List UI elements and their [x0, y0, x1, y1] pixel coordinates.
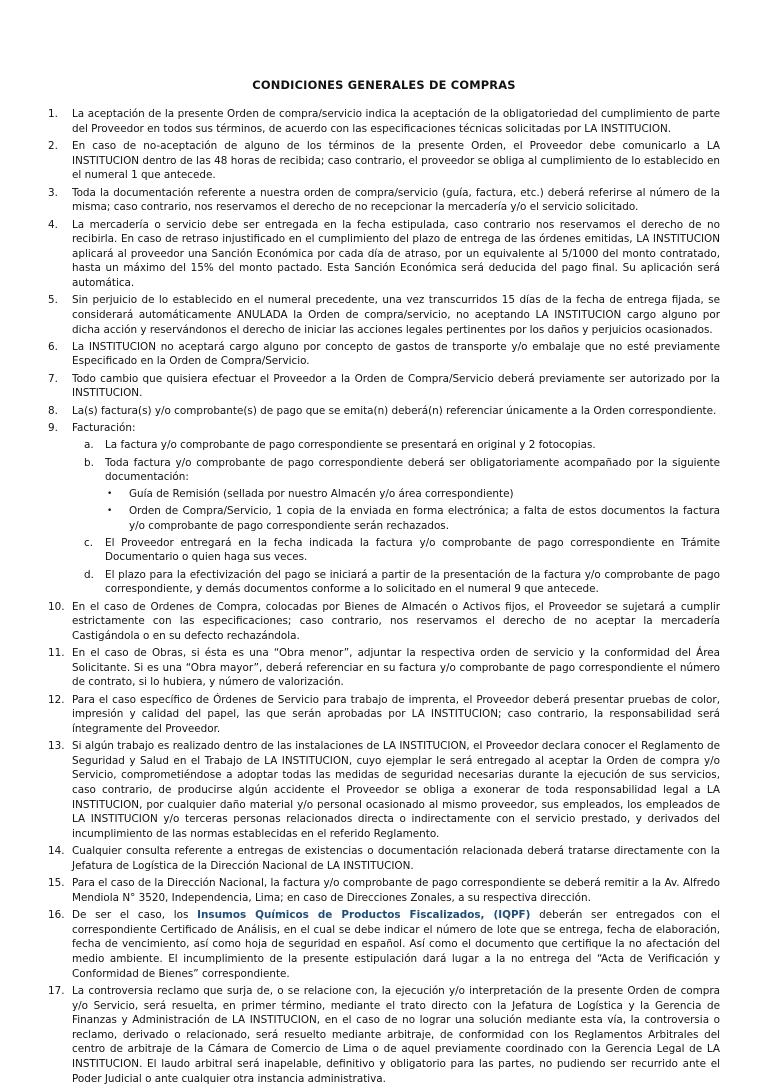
condition-item [48, 693, 720, 737]
bullet-text: Guía de Remisión (sellada por nuestro Almacén y/o área correspondiente) [129, 487, 514, 500]
item-text: En el caso de Ordenes de Compra, colocadas por Bienes de Almacén o Activos fijos, el Proveedor se sujetará a cumplir estrictamente con las especificaciones; caso contrario, nos reservamos el derecho de no aceptar la mercadería Castigándola o en su defecto rechazándola. [72, 600, 720, 642]
item-number: 11. [48, 647, 65, 660]
condition-item [48, 404, 720, 419]
sub-item-text: El Proveedor entregará en la fecha indicada la factura y/o comprobante de pago correspondiente en Trámite Documentario o quien haga sus veces. [105, 536, 720, 564]
sub-item-text: El plazo para la efectivización del pago se iniciará a partir de la presentación de la factura y/o comprobante de pago correspondiente, y demás documentos conforme a lo solicitado en el numeral 9 que antecede. [105, 568, 720, 596]
condition-item [48, 218, 720, 291]
condition-item [48, 107, 720, 136]
sub-item-text: Toda factura y/o comprobante de pago correspondiente deberá ser obligatoriamente acompañado por la siguiente documentación: [105, 456, 720, 484]
condition-item [48, 739, 720, 841]
sub-item-letter: b. [84, 456, 94, 469]
sub-item-b [72, 456, 720, 534]
item-text: La INSTITUCION no aceptará cargo alguno por concepto de gastos de transporte y/o embalaje que no esté previamente Especificado en la Orden de Compra/Servicio. [72, 340, 720, 368]
item-number: 3. [48, 186, 58, 199]
item-text-pre: De ser el caso, los [72, 909, 198, 922]
bullet-icon: • [107, 488, 113, 499]
conditions-list [48, 107, 721, 1089]
item-text: Facturación: [72, 422, 136, 435]
condition-item-iqpf [48, 908, 721, 981]
sub-item-letter: d. [84, 568, 94, 581]
item-text: La(s) factura(s) y/o comprobante(s) de pago que se emita(n) deberá(n) referenciar únicamente a la Orden correspondiente. [72, 404, 717, 417]
bullet-item [107, 504, 720, 533]
item-text: Si algún trabajo es realizado dentro de las instalaciones de LA INSTITUCION, el Proveedor declara conocer el Reglamento de Seguridad y Salud en el Trabajo de LA INSTITUCION, cuyo ejemplar le será entregado al aceptar la Orden de compra y/o Servicio, comprometiéndose a adoptar todas las medidas de seguridad necesarias durante la ejecución de sus servicios, caso contrario, de producirse algún accidente el Proveedor se obliga a exonerar de toda responsabilidad legal a LA INSTITUCION, por cualquier daño material y/o personal ocasionado al mismo proveedor, sus empleados, los empleados de LA INSTITUCION y/o terceras personas relacionados directa o indirectamente con el servicio prestado, y derivados del incumplimiento de las normas establecidas en el referido Reglamento. [72, 740, 720, 840]
item-number: 5. [48, 294, 58, 307]
item-number: 4. [48, 218, 58, 231]
item-text: La aceptación de la presente Orden de compra/servicio indica la aceptación de la obligatoriedad del cumplimiento de parte del Proveedor en todos sus términos, de acuerdo con las especificaciones técnicas solicitadas por LA INSTITUCION. [72, 108, 720, 135]
sub-item-a [72, 438, 720, 453]
item-number: 12. [48, 693, 65, 706]
item-number: 14. [48, 845, 65, 858]
item-text: La controversia reclamo que surja de, o se relacione con, la ejecución y/o interpretación de la presente Orden de compra y/o Servicio, será resuelta, en primer término, mediante el trato directo con la Jefatura de Logística y la Gerencia de Finanzas y Administración de LA INSTITUCION, en el caso de no lograr una solución mediante esta vía, la controversia o reclamo, derivado o relacionado, será resuelto mediante arbitraje, de conformidad con los Reglamentos Arbitrales del centro de arbitraje de la Cámara de Comercio de Lima o de aquel previamente coordinado con la Gerencia Legal de LA INSTITUCION. El laudo arbitral será inapelable, definitivo y obligatorio para las partes, no pudiendo ser recurrido ante el Poder Judicial o ante cualquier otra instancia administrativa. [72, 984, 720, 1085]
item-text: Cualquier consulta referente a entregas de existencias o documentación relacionada deberá tratarse directamente con la Jefatura de Logística de la Dirección Nacional de LA INSTITUCION. [72, 845, 720, 872]
condition-item [48, 186, 720, 215]
iqpf-highlight: Insumos Químicos de Productos Fiscalizados, (IQPF) [197, 909, 531, 922]
condition-item [48, 600, 720, 644]
item-number: 16. [48, 909, 65, 922]
item-text: Para el caso de la Dirección Nacional, la factura y/o comprobante de pago correspondiente se deberá remitir a la Av. Alfredo Mendiola N° 3520, Independencia, Lima; en caso de Direcciones Zonales, a su respectiva dirección. [72, 877, 720, 904]
item-number: 17. [48, 984, 65, 997]
bullet-item [107, 487, 720, 502]
item-text: Para el caso específico de Órdenes de Servicio para trabajo de imprenta, el Proveedor deberá presentar pruebas de color, impresión y calidad del papel, las que serán aprobadas por LA INSTITUCION; caso contrario, la responsabilidad será íntegramente del Proveedor. [72, 693, 720, 735]
condition-item [48, 139, 720, 183]
condition-item [48, 984, 720, 1086]
condition-item [48, 876, 720, 905]
document-title: CONDICIONES GENERALES DE COMPRAS [252, 78, 516, 92]
condition-item [48, 646, 720, 690]
item-number: 9. [48, 422, 58, 435]
item-number: 8. [48, 404, 58, 417]
item-number: 6. [48, 340, 58, 353]
sub-item-text: La factura y/o comprobante de pago correspondiente se presentará en original y 2 fotocopias. [105, 439, 596, 452]
item-number: 10. [48, 600, 65, 613]
item-number: 13. [48, 740, 65, 753]
sub-item-letter: a. [84, 439, 94, 452]
item-text: Todo cambio que quisiera efectuar el Proveedor a la Orden de Compra/Servicio deberá previamente ser autorizado por la INSTITUCION. [72, 372, 720, 400]
item-text: La mercadería o servicio debe ser entregada en la fecha estipulada, caso contrario nos reservamos el derecho de no recibirla. En caso de retraso injustificado en el cumplimiento del plazo de entrega de las órdenes emitidas, LA INSTITUCION aplicará al proveedor una Sanción Económica por cada día de atraso, por un equivalente al 5/1000 del monto contratado, hasta un máximo del 15% del monto pactado. Esta Sanción Económica será deducida del pago final. Su aplicación será automática. [72, 218, 720, 289]
item-number: 7. [48, 372, 58, 385]
bullet-list [105, 487, 720, 533]
condition-item-facturacion [48, 421, 720, 597]
item-text: Sin perjuicio de lo establecido en el numeral precedente, una vez transcurridos 15 días de la fecha de entrega fijada, se considerará automáticamente ANULADA la Orden de compra/servicio, no aceptando LA INSTITUCION cargo alguno por dicha acción y reservándonos el derecho de iniciar las acciones legales pertinentes por los daños y perjuicios ocasionados. [72, 294, 720, 336]
item-number: 2. [48, 139, 58, 152]
item-number: 15. [48, 877, 65, 890]
condition-item [48, 372, 720, 401]
sub-item-letter: c. [84, 536, 94, 549]
item-text-post: deberán ser entregados con el correspondiente Certificado de Análisis, en el cual se debe indicar el número de lote que se entrega, fecha de elaboración, fecha de vencimiento, así como hoja de seguridad en español. Así como el documento que certifique la no afectación del medio ambiente. El incumplimiento de la presente estipulación dará lugar a la no entrega del “Acta de Verificación y Conformidad de Bienes” correspondiente. [72, 909, 721, 980]
item-text: Toda la documentación referente a nuestra orden de compra/servicio (guía, factura, etc.) deberá referirse al número de la misma; caso contrario, nos reservamos el derecho de no recepcionar la mercadería y/o el servicio solicitado. [72, 186, 720, 214]
item-text: En caso de no-aceptación de alguno de los términos de la presente Orden, el Proveedor debe comunicarlo a LA INSTITUCION dentro de las 48 horas de recibida; caso contrario, el proveedor se obliga al cumplimiento de lo establecido en el numeral 1 que antecede. [72, 139, 720, 182]
bullet-text: Orden de Compra/Servicio, 1 copia de la enviada en forma electrónica; a falta de estos documentos la factura y/o comprobante de pago correspondiente serán rechazados. [129, 505, 720, 532]
item-number: 1. [48, 108, 58, 120]
condition-item [48, 844, 720, 873]
condition-item [48, 340, 720, 369]
bullet-icon: • [107, 506, 113, 516]
item-text: En el caso de Obras, si ésta es una “Obra menor”, adjuntar la respectiva orden de servicio y la conformidad del Área Solicitante. Si es una “Obra mayor”, deberá referenciar en su factura y/o comprobante de pago correspondiente el número de contrato, si lo hubiera, y número de valorización. [72, 647, 720, 689]
sub-item-d [72, 568, 720, 597]
sub-item-c [72, 536, 720, 565]
condition-item [48, 293, 720, 337]
